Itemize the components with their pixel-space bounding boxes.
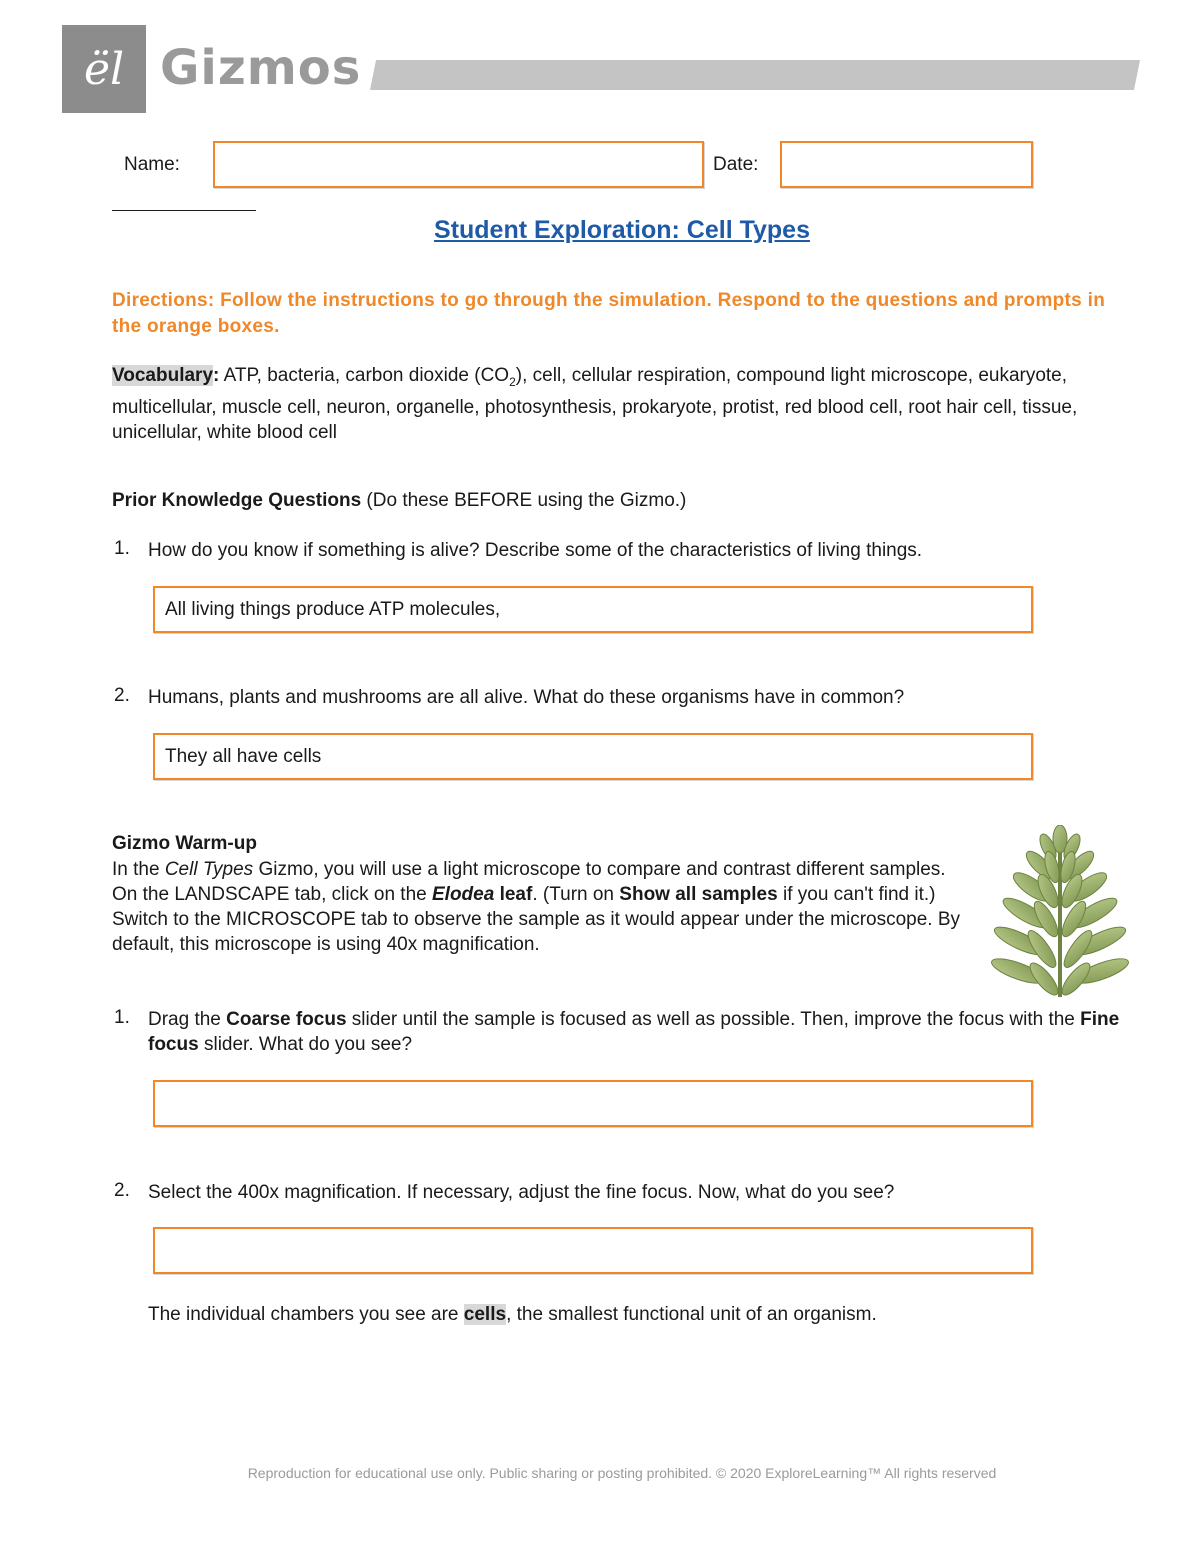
vocabulary-subscript: 2 bbox=[509, 374, 516, 389]
prior-knowledge-heading-line bbox=[112, 488, 686, 513]
warmup-answer-1-box[interactable] bbox=[153, 1080, 1033, 1127]
warmup-question-1-number: 1. bbox=[114, 1007, 130, 1028]
warmup-question-1-text bbox=[148, 1007, 1133, 1057]
prior-answer-1-box[interactable] bbox=[153, 586, 1033, 633]
page-title: Student Exploration: Cell Types bbox=[434, 216, 810, 244]
prior-question-2-number: 2. bbox=[114, 685, 130, 706]
cells-note bbox=[148, 1302, 877, 1327]
el-logo-icon: ël bbox=[83, 43, 125, 95]
prior-answer-2: They all have cells bbox=[165, 745, 322, 767]
vocabulary-label: Vocabulary bbox=[112, 365, 214, 386]
prior-question-2-text: Humans, plants and mushrooms are all alive. What do these organisms have in common? bbox=[148, 687, 905, 708]
directions-text: Directions: Follow the instructions to go through the simulation. Respond to the questions and prompts in the orange boxes. bbox=[112, 290, 1106, 337]
prior-answer-2-box[interactable] bbox=[153, 733, 1033, 780]
warmup-text-a: In the bbox=[112, 859, 165, 880]
cells-note-c: , the smallest functional unit of an organism. bbox=[506, 1304, 877, 1325]
wq1-c: slider until the sample is focused as well as possible. Then, improve the focus with the bbox=[346, 1009, 1081, 1030]
warmup-heading: Gizmo Warm-up bbox=[112, 833, 257, 854]
vocabulary-terms-rest: ), cell, cellular respiration, compound light microscope, eukaryote, multicellular, muscle cell, neuron, organelle, photosynthesis, prokaryote, protist, red blood cell, root hair cell, tissue, unicellular, white blood cell bbox=[112, 365, 1078, 443]
prior-question-1-number: 1. bbox=[114, 538, 130, 559]
date-label: Date: bbox=[713, 154, 759, 175]
wq1-coarse-focus: Coarse focus bbox=[226, 1009, 347, 1030]
wq1-fine-focus: Fine focus bbox=[148, 1009, 1120, 1055]
elodea-plant-image bbox=[990, 825, 1130, 1000]
vocabulary-colon: : bbox=[213, 365, 220, 386]
name-label: Name: bbox=[124, 154, 180, 175]
wq1-e: slider. What do you see? bbox=[198, 1034, 413, 1055]
warmup-question-2-number: 2. bbox=[114, 1180, 130, 1201]
header-bar bbox=[370, 60, 1140, 90]
date-field[interactable] bbox=[780, 141, 1033, 188]
warmup-question-2-text: Select the 400x magnification. If necessary, adjust the fine focus. Now, what do you see? bbox=[148, 1182, 895, 1203]
warmup-text-c: Gizmo, you will use a light microscope to compare and contrast different samples. On the LANDSCAPE tab, click on the bbox=[112, 859, 946, 905]
brand-name: Gizmos bbox=[160, 40, 362, 96]
warmup-gizmo-name: Cell Types bbox=[164, 859, 254, 880]
warmup-answer-2-box[interactable] bbox=[153, 1227, 1033, 1274]
prior-question-1-text: How do you know if something is alive? Describe some of the characteristics of living things. bbox=[148, 540, 923, 561]
logo bbox=[62, 25, 146, 113]
prior-answer-1: All living things produce ATP molecules, bbox=[165, 598, 501, 620]
warmup-text-h: if you can't find it.) Switch to the MICROSCOPE tab to observe the sample as it would appear under the microscope. By default, this microscope is using 40x magnification. bbox=[112, 884, 961, 955]
cells-highlight: cells bbox=[463, 1304, 507, 1325]
wq1-a: Drag the bbox=[148, 1009, 227, 1030]
vocabulary-paragraph bbox=[112, 363, 1132, 445]
prior-knowledge-heading: Prior Knowledge Questions bbox=[112, 490, 362, 511]
vocabulary-terms-start: ATP, bacteria, carbon dioxide (CO bbox=[219, 365, 510, 386]
cells-note-a: The individual chambers you see are bbox=[148, 1304, 464, 1325]
warmup-elodea: Elodea bbox=[432, 884, 495, 905]
footer-text: Reproduction for educational use only. Public sharing or posting prohibited. © 2020 ExploreLearning™ All rights reserved bbox=[247, 1465, 997, 1481]
divider-rule bbox=[112, 210, 256, 211]
name-field[interactable] bbox=[213, 141, 704, 188]
prior-knowledge-note: (Do these BEFORE using the Gizmo.) bbox=[361, 490, 687, 511]
warmup-leaf: leaf bbox=[494, 884, 533, 905]
warmup-paragraph bbox=[112, 857, 974, 957]
warmup-show-all-samples: Show all samples bbox=[619, 884, 778, 905]
warmup-text-f: . (Turn on bbox=[532, 884, 620, 905]
